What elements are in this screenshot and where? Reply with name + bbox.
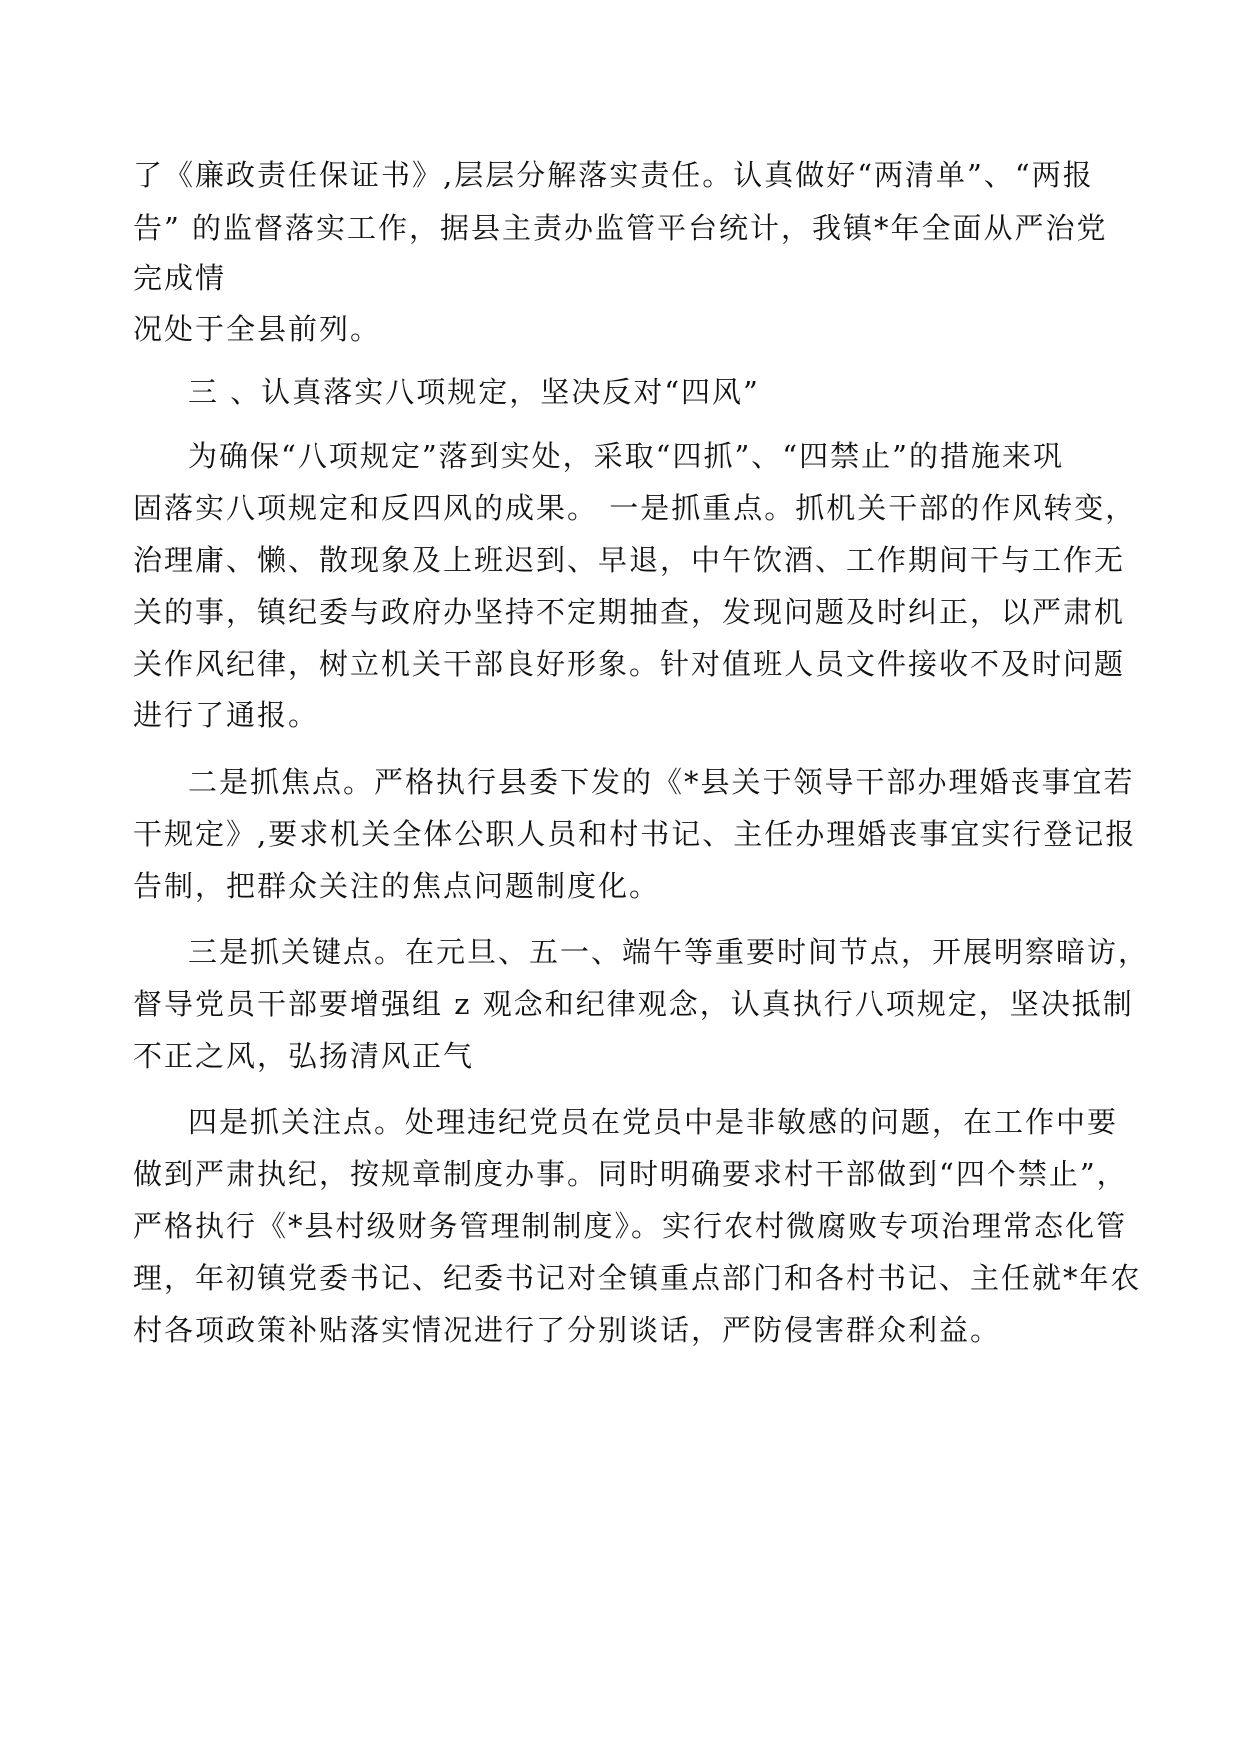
text-line: 进行了通报。 xyxy=(133,698,320,732)
text-line: 二是抓焦点。严格执行县委下发的《*县关于领导干部办理婚丧事宜若 xyxy=(188,765,1135,799)
text-line: 三是抓关键点。在元旦、五一、端午等重要时间节点，开展明察暗访， xyxy=(188,935,1150,969)
text-line: 况处于全县前列。 xyxy=(133,312,382,346)
section-heading: 三 、认真落实八项规定，坚决反对“四风” xyxy=(188,375,760,409)
text-line: 为确保“八项规定”落到实处，采取“四抓”、“四禁止”的措施来巩 xyxy=(188,439,1064,473)
text-line: 关的事，镇纪委与政府办坚持不定期抽查，发现问题及时纠正，以严肃机 xyxy=(133,595,1126,629)
text-line: 固落实八项规定和反四风的成果。 一是抓重点。抓机关干部的作风转变， xyxy=(133,491,1137,525)
text-line: 村各项政策补贴落实情况进行了分别谈话，严防侵害群众利益。 xyxy=(133,1313,1002,1347)
text-line: 干规定》,要求机关全体公职人员和村书记、主任办理婚丧事宜实行登记报 xyxy=(133,817,1137,851)
text-line: 完成情 xyxy=(133,261,227,295)
text-line: 严格执行《*县村级财务管理制制度》。实行农村微腐败专项治理常态化管 xyxy=(133,1209,1128,1243)
text-line: 理，年初镇党委书记、纪委书记对全镇重点部门和各村书记、主任就*年农 xyxy=(133,1261,1142,1295)
text-line: 治理庸、懒、散现象及上班迟到、早退，中午饮酒、工作期间干与工作无 xyxy=(133,543,1126,577)
text-line: 做到严肃执纪，按规章制度办事。同时明确要求村干部做到“四个禁止”， xyxy=(133,1157,1128,1191)
text-line: 督导党员干部要增强组 z 观念和纪律观念，认真执行八项规定，坚决抵制 xyxy=(133,987,1134,1021)
text-line: 告制，把群众关注的焦点问题制度化。 xyxy=(133,869,661,903)
text-line: 不正之风，弘扬清风正气 xyxy=(133,1039,475,1073)
text-line: 关作风纪律，树立机关干部良好形象。针对值班人员文件接收不及时问题 xyxy=(133,647,1126,681)
text-line: 了《廉政责任保证书》,层层分解落实责任。认真做好“两清单”、“两报 xyxy=(133,158,1094,192)
text-line: 四是抓关注点。处理违纪党员在党员中是非敏感的问题，在工作中要 xyxy=(188,1105,1119,1139)
text-line: 告” 的监督落实工作，据县主责办监管平台统计，我镇*年全面从严治党 xyxy=(133,211,1108,245)
